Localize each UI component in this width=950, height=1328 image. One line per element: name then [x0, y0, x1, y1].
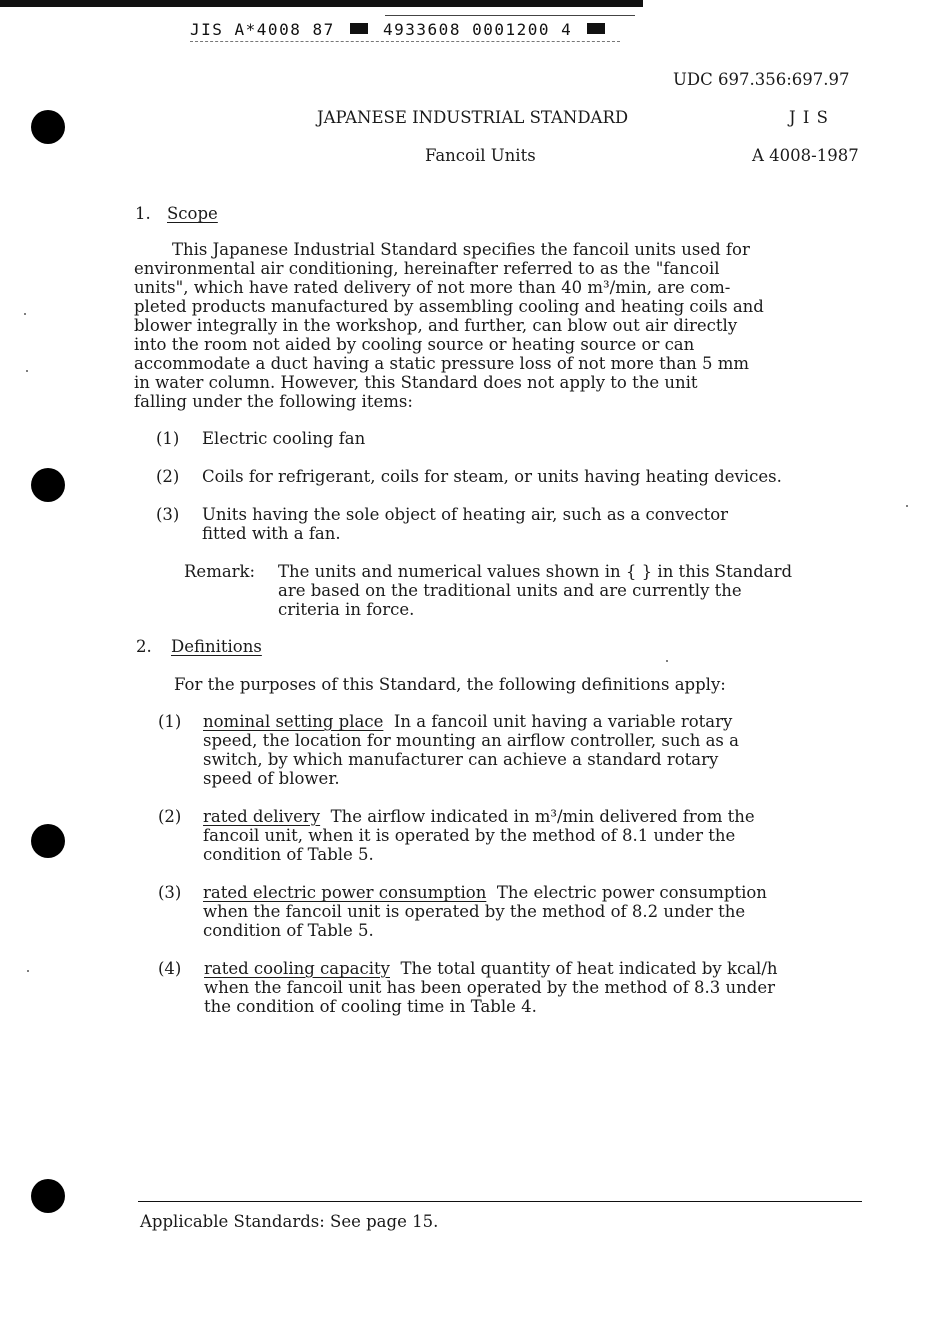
- scan-speck: [666, 660, 668, 662]
- standard-number: A 4008-1987: [752, 146, 859, 165]
- udc-code: UDC 697.356:697.97: [673, 70, 850, 89]
- item-text: [202, 505, 728, 543]
- definition-line: speed, the location for mounting an airflow controller, such as a: [203, 731, 739, 750]
- applicable-standards-note: Applicable Standards: See page 15.: [140, 1212, 439, 1231]
- scan-line: [385, 15, 635, 16]
- definition-label: (3): [158, 883, 182, 902]
- definition-line: when the fancoil unit is operated by the method of 8.2 under the: [203, 902, 746, 921]
- catalog-code-line: [190, 20, 609, 39]
- scan-speck: [906, 505, 908, 507]
- black-block-mark: [587, 23, 605, 34]
- catalog-code-2: 4933608 0001200 4: [383, 20, 573, 39]
- jis-label: J I S: [789, 108, 829, 127]
- section-2-number: 2.: [136, 637, 152, 656]
- black-block-mark: [350, 23, 368, 34]
- item-label: (1): [156, 429, 180, 448]
- item-label: (3): [156, 505, 180, 524]
- definition-term: rated delivery: [203, 807, 321, 826]
- catalog-code: JIS A*4008 87: [190, 20, 335, 39]
- punch-hole: [31, 824, 65, 858]
- paragraph-line: environmental air conditioning, hereinafter referred to as the "fancoil: [134, 259, 720, 278]
- standard-org: JAPANESE INDUSTRIAL STANDARD: [317, 108, 629, 127]
- remark-label: Remark:: [184, 562, 256, 581]
- item-line: fitted with a fan.: [202, 524, 341, 543]
- definition-term: nominal setting place: [203, 712, 384, 731]
- scan-speck: [24, 313, 26, 315]
- remark-text: [278, 562, 792, 619]
- remark-line: are based on the traditional units and are currently the: [278, 581, 742, 600]
- scan-speck: [26, 370, 28, 372]
- definition-line: when the fancoil unit has been operated by the method of 8.3 under: [204, 978, 775, 997]
- definitions-intro: For the purposes of this Standard, the following definitions apply:: [174, 675, 726, 694]
- definition-line: condition of Table 5.: [203, 845, 374, 864]
- definition-text: [203, 883, 863, 940]
- paragraph-line: falling under the following items:: [134, 392, 413, 411]
- punch-hole: [31, 468, 65, 502]
- definition-first-line: The airflow indicated in m³/min delivered from the: [320, 807, 755, 826]
- definition-line: switch, by which manufacturer can achieve a standard rotary: [203, 750, 719, 769]
- definition-label: (1): [158, 712, 182, 731]
- item-text: Electric cooling fan: [202, 429, 366, 448]
- paragraph-line: blower integrally in the workshop, and further, can blow out air directly: [134, 316, 738, 335]
- paragraph-line: This Japanese Industrial Standard specifies the fancoil units used for: [172, 240, 750, 259]
- scope-paragraph: [134, 240, 854, 411]
- remark-line: criteria in force.: [278, 600, 415, 619]
- section-2-heading: Definitions: [171, 637, 262, 656]
- document-title: Fancoil Units: [425, 146, 536, 165]
- section-1-heading: Scope: [167, 204, 218, 223]
- definition-first-line: In a fancoil unit having a variable rotary: [383, 712, 733, 731]
- paragraph-line: accommodate a duct having a static pressure loss of not more than 5 mm: [134, 354, 750, 373]
- section-1-number: 1.: [135, 204, 151, 223]
- punch-hole: [31, 1179, 65, 1213]
- footnote-rule: [138, 1201, 862, 1202]
- definition-label: (4): [158, 959, 182, 978]
- item-line: Units having the sole object of heating air, such as a convector: [202, 505, 729, 524]
- scan-line: [190, 41, 620, 42]
- definition-label: (2): [158, 807, 182, 826]
- item-text: Coils for refrigerant, coils for steam, or units having heating devices.: [202, 467, 782, 486]
- definition-text: [204, 959, 864, 1016]
- definition-line: speed of blower.: [203, 769, 340, 788]
- definition-term: rated cooling capacity: [204, 959, 390, 978]
- paragraph-line: pleted products manufactured by assembling cooling and heating coils and: [134, 297, 764, 316]
- definition-text: [203, 807, 863, 864]
- paragraph-line: into the room not aided by cooling source or heating source or can: [134, 335, 695, 354]
- definition-line: the condition of cooling time in Table 4.: [204, 997, 537, 1016]
- definition-first-line: The total quantity of heat indicated by kcal/h: [389, 959, 778, 978]
- definition-line: condition of Table 5.: [203, 921, 374, 940]
- definition-line: fancoil unit, when it is operated by the method of 8.1 under the: [203, 826, 736, 845]
- definition-text: [203, 712, 863, 788]
- paragraph-line: units", which have rated delivery of not more than 40 m³/min, are com-: [134, 278, 731, 297]
- punch-hole: [31, 110, 65, 144]
- definition-first-line: The electric power consumption: [486, 883, 767, 902]
- item-label: (2): [156, 467, 180, 486]
- scan-top-bar: [0, 0, 643, 7]
- scan-speck: [27, 970, 29, 972]
- remark-line: The units and numerical values shown in { } in this Standard: [278, 562, 793, 581]
- definition-term: rated electric power consumption: [203, 883, 487, 902]
- paragraph-line: in water column. However, this Standard does not apply to the unit: [134, 373, 698, 392]
